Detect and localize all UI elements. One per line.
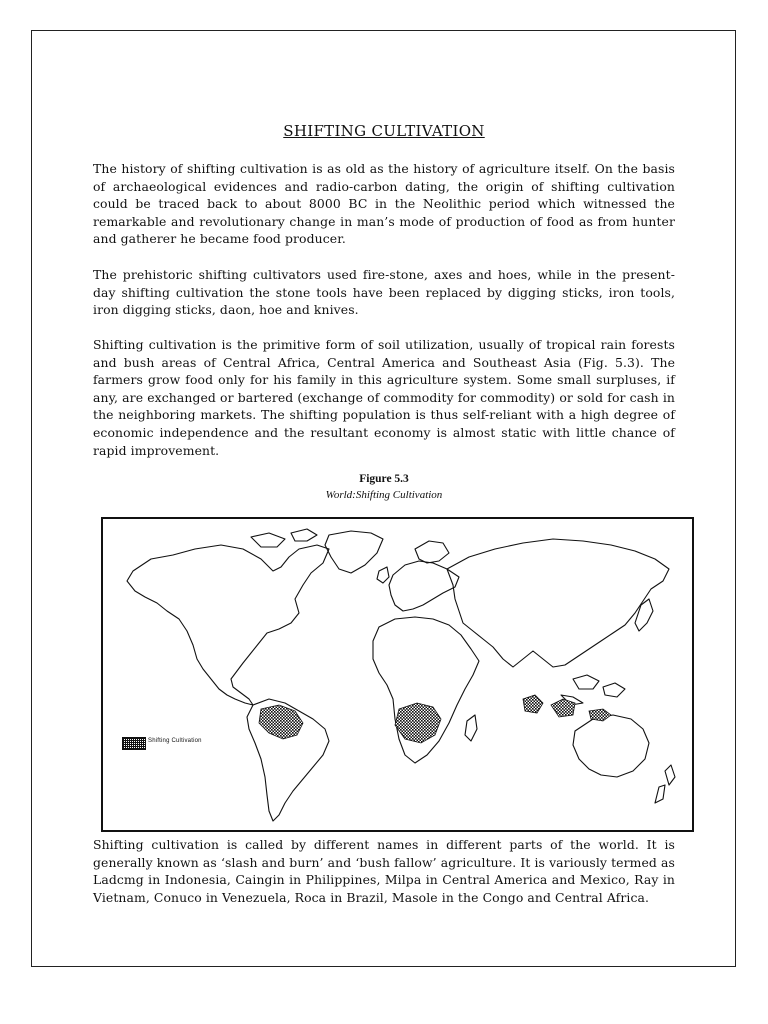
british-isles-outline	[377, 567, 389, 583]
paragraph-history: The history of shifting cultivation is as old as the history of agriculture itself. On the basis of archaeological evidences and radio-carbon dating, the origin of shifting cultivation could be traced back to about 8000 BC in the Neolithic period which witnessed the remarkable and revolutionary change in man’s mode of production of food as from hunter and gatherer he became food producer.	[93, 161, 675, 247]
world-map-figure	[101, 517, 694, 832]
paragraph-definition: Shifting cultivation is the primitive form of soil utilization, usually of tropical rain forests and bush areas of Central Africa, Central America and Southeast Asia (Fig. 5.3). The farmers grow food only for his family in this agriculture system. Some small surpluses, if any, are exchanged or bartered (exchange of commodity for commodity) or sold for cash in the neighboring markets. The shifting population is thus self-reliant with a high degree of economic independence and the resultant economy is almost static with little chance of rapid improvement.	[93, 337, 675, 458]
scandinavia-outline	[415, 541, 449, 563]
southeast-asia-islands-outline	[561, 675, 625, 705]
new-zealand-outline	[655, 765, 675, 803]
legend-hatch-swatch	[122, 737, 146, 750]
figure-caption: World:Shifting Cultivation	[325, 489, 443, 501]
north-america-outline	[127, 545, 329, 705]
japan-outline	[635, 599, 653, 631]
page-title: SHIFTING CULTIVATION	[283, 122, 485, 140]
arctic-islands-outline	[251, 529, 317, 547]
world-map	[103, 519, 692, 830]
paragraph-names: Shifting cultivation is called by different names in different parts of the world. It is generally known as ‘slash and burn’ and ‘bush fallow’ agriculture. It is variously termed as Ladcmg in Indonesia, Caingin in Philippines, Milpa in Central America and Mexico, Ray in Vietnam, Conuco in Venezuela, Roca in Brazil, Masole in the Congo and Central Africa.	[93, 837, 675, 905]
shifting-zone-southeast-asia-mainland	[523, 695, 543, 713]
greenland-outline	[325, 531, 383, 573]
shifting-zone-central-africa	[395, 703, 441, 743]
legend-label: Shifting Cultivation	[148, 738, 202, 744]
paragraph-tools: The prehistoric shifting cultivators used fire-stone, axes and hoes, while in the present- day shifting cultivation the stone tools have been replaced by digging sticks, iron tools, iron digging sticks, daon, hoe and knives.	[93, 267, 675, 318]
asia-outline	[447, 539, 669, 667]
figure-number: Figure 5.3	[359, 473, 409, 485]
australia-outline	[573, 715, 649, 777]
shifting-zone-southeast-asia-islands	[551, 699, 575, 717]
shifting-zone-new-guinea	[589, 709, 611, 721]
madagascar-outline	[465, 715, 477, 741]
africa-outline	[373, 617, 479, 763]
